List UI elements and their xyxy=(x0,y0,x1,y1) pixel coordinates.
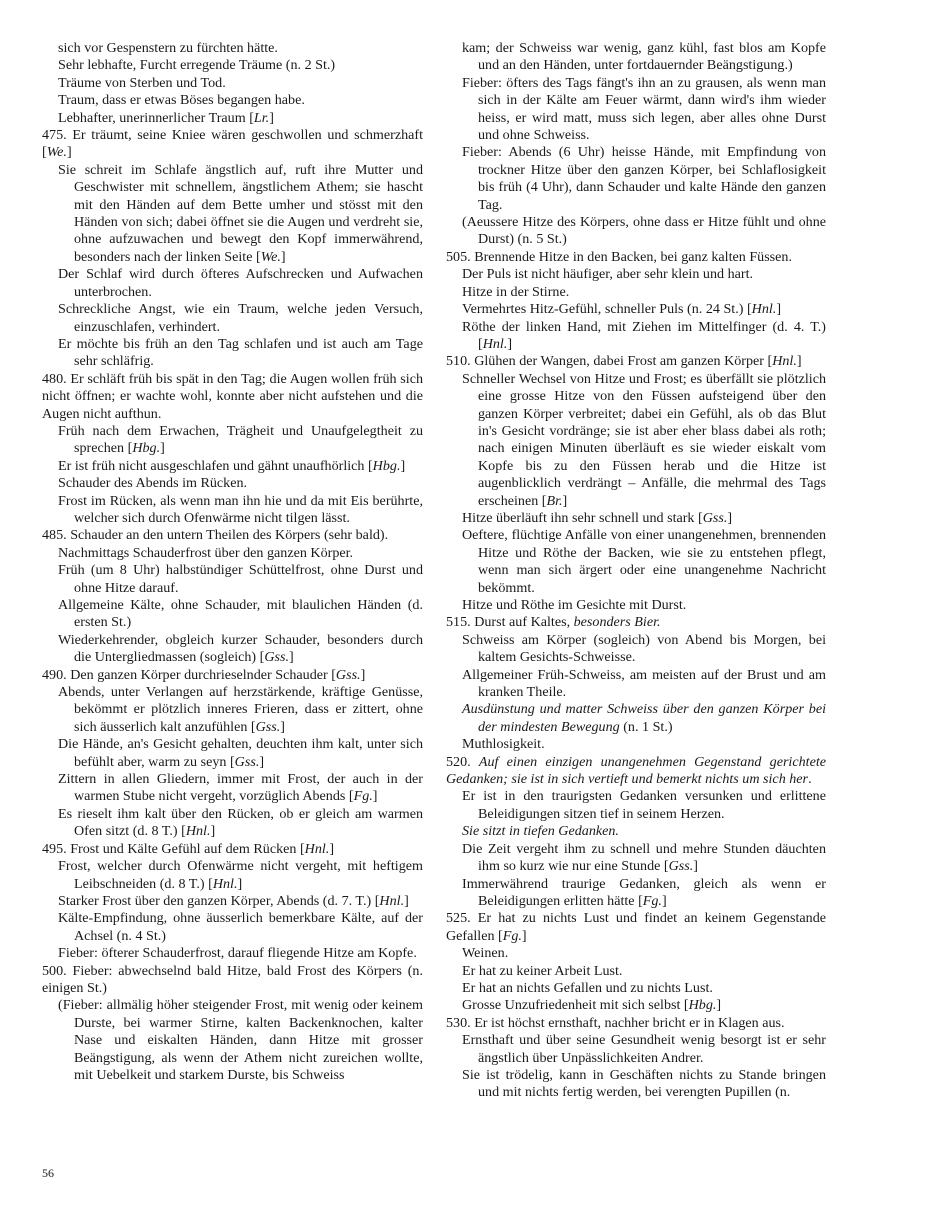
symptom-entry xyxy=(446,701,826,736)
symptom-entry xyxy=(42,997,423,1084)
italic-text: Hnl. xyxy=(212,875,238,892)
entry-text: . xyxy=(808,771,812,788)
entry-text: Frost im Rücken, als wenn man ihn hie und da mit Eis berührte, welcher sich durch Ofenwärme nicht tilgen lässt. xyxy=(58,492,423,526)
symptom-entry xyxy=(42,910,423,945)
entry-number: 480. xyxy=(42,370,67,387)
symptom-entry xyxy=(42,493,423,528)
italic-text: We. xyxy=(260,248,281,265)
entry-text: Schauder des Abends im Rücken. xyxy=(58,475,248,492)
symptom-entry xyxy=(42,336,423,371)
symptom-entry xyxy=(42,266,423,301)
entry-text: ] xyxy=(521,927,527,944)
entry-text: ] xyxy=(280,718,285,735)
italic-text: besonders Bier. xyxy=(573,614,661,631)
entry-text: Er schläft früh bis spät in den Tag; die Augen wollen früh sich nicht öffnen; er wachte wohl, konnte aber nicht aufstehen und die Augen nicht aufthun. xyxy=(42,370,423,422)
symptom-entry xyxy=(42,110,423,127)
numbered-symptom-entry xyxy=(42,841,423,858)
page-number: 56 xyxy=(42,1166,54,1180)
entry-number: 515. xyxy=(446,614,471,631)
entry-text: Sie schreit im Schlafe ängstlich auf, ruft ihre Mutter und Geschwister mit schnellem, ängstlichem Athem; sie hascht mit den Händen auf dem Bette umher und stösst mit den Händen von sich; dabei öffnet sie die Augen und verdreht sie, ohne aufzuwachen und bewegt den Kopf immerwährend, besonders nach der linken Seite [ xyxy=(58,161,423,265)
italic-text: Fg. xyxy=(502,927,522,944)
symptom-entry xyxy=(42,597,423,632)
italic-text: Hnl. xyxy=(772,353,797,370)
italic-text: Hnl. xyxy=(304,840,330,857)
symptom-entry xyxy=(42,301,423,336)
entry-number: 500. xyxy=(42,962,67,979)
entry-text: Lebhafter, unerinnerlicher Traum [ xyxy=(58,109,254,126)
entry-text: Kälte-Empfindung, ohne äusserlich bemerkbare Kälte, auf der Achsel (n. 4 St.) xyxy=(58,910,423,944)
italic-text: Sie sitzt in tiefen Gedanken. xyxy=(462,823,619,840)
symptom-entry xyxy=(42,545,423,562)
entry-text: (n. 1 St.) xyxy=(619,718,673,735)
entry-text: (Aeussere Hitze des Körpers, ohne dass er Hitze fühlt und ohne Durst) (n. 5 St.) xyxy=(462,214,826,248)
symptom-entry xyxy=(42,806,423,841)
symptom-entry xyxy=(42,458,423,475)
italic-text: Hnl. xyxy=(482,335,508,352)
italic-text: Gss. xyxy=(264,649,290,666)
symptom-entry xyxy=(446,667,826,702)
entry-text: Zittern in allen Gliedern, immer mit Frost, der auch in der warmen Stube nicht vergeht, vorzüglich Abends [ xyxy=(58,771,423,805)
entry-text: Er träumt, seine Kniee wären geschwollen und schmerzhaft [ xyxy=(42,127,423,161)
entry-text: Er hat zu keiner Arbeit Lust. xyxy=(462,962,623,979)
numbered-symptom-entry xyxy=(446,353,826,370)
symptom-entry xyxy=(42,162,423,266)
numbered-symptom-entry xyxy=(42,371,423,423)
numbered-symptom-entry xyxy=(42,527,423,544)
symptom-entry xyxy=(42,632,423,667)
italic-text: Gss. xyxy=(335,666,361,683)
entry-text: Traum, dass er etwas Böses begangen habe. xyxy=(58,92,305,109)
entry-text: Weinen. xyxy=(462,945,509,962)
entry-text: ] xyxy=(259,753,265,770)
entry-text: Vermehrtes Hitz-Gefühl, schneller Puls (n. 24 St.) [ xyxy=(462,301,752,318)
entry-text: Frost, welcher durch Ofenwärme nicht vergeht, mit heftigem Leibschneiden (d. 8 T.) [ xyxy=(58,858,423,892)
symptom-entry xyxy=(446,823,826,840)
italic-text: Fg. xyxy=(353,788,373,805)
italic-text: Fg. xyxy=(642,892,662,909)
italic-text: Lr. xyxy=(253,109,270,126)
italic-text: We. xyxy=(46,144,67,161)
italic-text: Gss. xyxy=(255,718,281,735)
italic-text: Ausdünstung und matter Schweiss über den ganzen Körper bei der mindesten Bewegung xyxy=(462,701,826,735)
symptom-entry xyxy=(42,858,423,893)
entry-text: ] xyxy=(776,301,782,318)
symptom-entry xyxy=(446,301,826,318)
italic-text: Hnl. xyxy=(379,892,405,909)
entry-text: Wiederkehrender, obgleich kurzer Schauder, besonders durch die Untergliedmassen (sogleich) [ xyxy=(58,631,423,666)
symptom-entry xyxy=(446,144,826,214)
entry-text: Immerwährend traurige Gedanken, gleich als wenn er Beleidigungen erlitten hätte [ xyxy=(462,875,826,909)
entry-text: ] xyxy=(329,840,335,857)
entry-text: Nachmittags Schauderfrost über den ganzen Körper. xyxy=(58,544,354,561)
entry-text: ] xyxy=(160,440,165,457)
italic-text: Hnl. xyxy=(185,823,211,840)
numbered-symptom-entry xyxy=(446,754,826,789)
entry-text: Es rieselt ihm kalt über den Rücken, ob er gleich am warmen Ofen sitzt (d. 8 T.) [ xyxy=(58,805,423,840)
numbered-symptom-entry xyxy=(446,910,826,945)
symptom-entry xyxy=(446,214,826,249)
symptom-entry xyxy=(446,945,826,962)
symptom-entry xyxy=(42,92,423,109)
entry-text: Grosse Unzufriedenheit mit sich selbst [ xyxy=(462,997,689,1014)
italic-text: Hbg. xyxy=(132,440,161,457)
left-column xyxy=(42,40,423,1084)
italic-text: Auf einen einzigen unangenehmen Gegenstand gerichtete Gedanken; sie ist in sich vertieft und bemerkt nichts um sich her xyxy=(446,753,826,788)
symptom-entry xyxy=(446,510,826,527)
entry-text: ] xyxy=(280,248,286,265)
symptom-entry xyxy=(446,1067,826,1102)
entry-text: Träume von Sterben und Tod. xyxy=(58,74,226,91)
symptom-entry xyxy=(42,562,423,597)
entry-text: Oeftere, flüchtige Anfälle von einer unangenehmen, brennenden Hitze und Röthe der Backen, wie sie zu entstehen pflegt, wenn man sich ärgert oder eine unangenehme Nachricht bekömmt. xyxy=(462,527,826,596)
symptom-entry xyxy=(446,371,826,510)
entry-text: ] xyxy=(716,997,722,1014)
symptom-entry xyxy=(446,997,826,1014)
entry-text: ] xyxy=(661,892,667,909)
entry-text: ] xyxy=(507,335,513,352)
entry-text: Fieber: öfters des Tags fängt's ihn an zu grausen, als wenn man sich in der Kälte am Feuer wärmt, dann wird's ihm wieder heiss, er wird matt, muss sich legen, aber alles ohne Durst und ohne Schweiss. xyxy=(462,74,826,144)
entry-text: Fieber: öfterer Schauderfrost, darauf fliegende Hitze am Kopfe. xyxy=(58,945,417,962)
italic-text: Hbg. xyxy=(688,997,717,1014)
entry-text: (Fieber: allmälig höher steigender Frost, mit wenig oder keinem Durste, bei warmer Stirne, kalten Backenknochen, kalter Nase und eiskalten Händen, dann Hitze mit grosser Beängstigung, als wenn der Athem nicht zureichen wollte, mit Uebelkeit und starkem Durste, bis Schweiss xyxy=(58,997,423,1083)
entry-text: ] xyxy=(237,875,243,892)
entry-text: Durst auf Kaltes, xyxy=(474,614,574,631)
symptom-entry xyxy=(42,75,423,92)
symptom-entry xyxy=(42,771,423,806)
symptom-entry xyxy=(42,57,423,74)
symptom-entry xyxy=(446,319,826,354)
symptom-entry xyxy=(446,597,826,614)
symptom-entry xyxy=(42,423,423,458)
symptom-entry xyxy=(446,980,826,997)
entry-text: Die Hände, an's Gesicht gehalten, deuchten ihm kalt, unter sich befühlt aber, warm zu seyn [ xyxy=(58,736,423,770)
symptom-entry xyxy=(446,40,826,75)
entry-text: Er ist höchst ernsthaft, nachher bricht er in Klagen aus. xyxy=(474,1014,785,1031)
entry-number: 485. xyxy=(42,527,67,544)
entry-text: ] xyxy=(289,649,294,666)
entry-text: Schweiss am Körper (sogleich) von Abend bis Morgen, bei kaltem Gesichts-Schweisse. xyxy=(462,631,826,666)
right-column xyxy=(446,40,826,1102)
entry-text: kam; der Schweiss war wenig, ganz kühl, fast blos am Kopfe und an den Händen, unter fortdauernder Beängstigung.) xyxy=(462,40,826,74)
entry-text: Früh (um 8 Uhr) halbstündiger Schüttelfrost, ohne Durst und ohne Hitze darauf. xyxy=(58,562,423,596)
entry-text: Schreckliche Angst, wie ein Traum, welche jeden Versuch, einzuschlafen, verhindert. xyxy=(58,301,423,335)
entry-number: 510. xyxy=(446,353,471,370)
entry-text: Der Schlaf wird durch öfteres Aufschrecken und Aufwachen unterbrochen. xyxy=(58,266,423,300)
symptom-entry xyxy=(446,266,826,283)
symptom-entry xyxy=(42,736,423,771)
italic-text: Gss. xyxy=(234,753,260,770)
symptom-entry xyxy=(42,893,423,910)
entry-text: Er ist in den traurigsten Gedanken versunken und erlittene Beleidigungen sitzen tief in seinem Herzen. xyxy=(462,788,826,822)
italic-text: Hnl. xyxy=(751,301,777,318)
symptom-entry xyxy=(446,527,826,597)
entry-number: 530. xyxy=(446,1014,471,1031)
entry-text: Fieber: Abends (6 Uhr) heisse Hände, mit Empfindung von trockner Hitze über den ganzen Körper, bei Schlaflosigkeit bis früh (4 Uhr), dann Schauder und kalte Hände den ganzen Tag. xyxy=(462,144,826,213)
italic-text: Hbg. xyxy=(372,457,401,474)
entry-text: Hitze und Röthe im Gesichte mit Durst. xyxy=(462,597,687,613)
entry-text: ] xyxy=(796,353,802,370)
entry-text: Den ganzen Körper durchrieselnder Schauder [ xyxy=(70,666,336,683)
entry-text: Die Zeit vergeht ihm zu schnell und mehre Stunden däuchten ihm so kurz wie nur eine Stunde [ xyxy=(462,840,826,875)
symptom-entry xyxy=(42,945,423,962)
entry-text: Frost und Kälte Gefühl auf dem Rücken [ xyxy=(70,840,305,857)
entry-text: sich vor Gespenstern zu fürchten hätte. xyxy=(58,40,278,56)
entry-text: Er hat zu nichts Lust und findet an keinem Gegenstande Gefallen [ xyxy=(446,910,826,944)
entry-text: Muthlosigkeit. xyxy=(462,736,545,753)
entry-number: 475. xyxy=(42,127,67,144)
entry-text: Schauder an den untern Theilen des Körpers (sehr bald). xyxy=(70,527,389,544)
symptom-entry xyxy=(446,736,826,753)
symptom-entry xyxy=(446,963,826,980)
entry-text: ] xyxy=(210,823,216,840)
entry-number: 520. xyxy=(446,753,471,770)
entry-text: Abends, unter Verlangen auf herzstärkende, kräftige Genüsse, bekömmt er plötzlich inneres Frieren, dass er zittert, ohne sich äusserlich kalt anzufühlen [ xyxy=(58,684,423,735)
italic-text: Br. xyxy=(546,492,563,509)
entry-text: ] xyxy=(269,109,274,126)
symptom-entry xyxy=(446,284,826,301)
entry-text: Hitze überläuft ihn sehr schnell und stark [ xyxy=(462,509,703,526)
symptom-entry xyxy=(42,684,423,736)
entry-text: ] xyxy=(360,666,366,683)
italic-text: Gss. xyxy=(668,858,694,875)
symptom-entry xyxy=(42,40,423,57)
entry-text: Sie ist trödelig, kann in Geschäften nichts zu Stande bringen und mit nichts fertig werden, bei verengten Pupillen (n. xyxy=(462,1066,826,1101)
entry-text: Starker Frost über den ganzen Körper, Abends (d. 7. T.) [ xyxy=(58,892,380,909)
entry-number: 505. xyxy=(446,248,471,265)
entry-text: Allgemeiner Früh-Schweiss, am meisten auf der Brust und am kranken Theile. xyxy=(462,666,826,701)
entry-number: 525. xyxy=(446,910,471,927)
entry-text: Er hat an nichts Gefallen und zu nichts Lust. xyxy=(462,979,713,996)
entry-text: Ernsthaft und über seine Gesundheit wenig besorgt ist er sehr ängstlich über Unpässlichkeiten Andrer. xyxy=(462,1032,826,1066)
entry-number: 495. xyxy=(42,840,67,857)
symptom-entry xyxy=(446,75,826,145)
symptom-entry xyxy=(446,788,826,823)
numbered-symptom-entry xyxy=(446,249,826,266)
numbered-symptom-entry xyxy=(42,667,423,684)
numbered-symptom-entry xyxy=(42,127,423,162)
entry-text: ] xyxy=(693,858,698,875)
entry-text: Sehr lebhafte, Furcht erregende Träume (n. 2 St.) xyxy=(58,57,336,74)
symptom-entry xyxy=(446,1032,826,1067)
entry-text: Früh nach dem Erwachen, Trägheit und Unaufgelegtheit zu sprechen [ xyxy=(58,422,423,457)
numbered-symptom-entry xyxy=(446,614,826,631)
symptom-entry xyxy=(446,632,826,667)
entry-text: ] xyxy=(562,492,568,509)
entry-text: ] xyxy=(372,788,378,805)
numbered-symptom-entry xyxy=(42,963,423,998)
symptom-entry xyxy=(446,841,826,876)
entry-text: Allgemeine Kälte, ohne Schauder, mit blaulichen Händen (d. ersten St.) xyxy=(58,597,423,631)
entry-text: Glühen der Wangen, dabei Frost am ganzen Körper [ xyxy=(474,353,773,370)
italic-text: Gss. xyxy=(702,509,728,526)
entry-number: 490. xyxy=(42,666,67,683)
entry-text: Brennende Hitze in den Backen, bei ganz kalten Füssen. xyxy=(474,248,792,265)
symptom-entry xyxy=(42,475,423,492)
entry-text: Hitze in der Stirne. xyxy=(462,283,570,300)
entry-text: Er möchte bis früh an den Tag schlafen und ist auch am Tage sehr schläfrig. xyxy=(58,335,423,370)
symptom-entry xyxy=(446,876,826,911)
entry-text: ] xyxy=(66,144,72,161)
entry-text: Der Puls ist nicht häufiger, aber sehr klein und hart. xyxy=(462,266,754,283)
entry-text: ] xyxy=(404,892,409,909)
entry-text: Schneller Wechsel von Hitze und Frost; es überfällt sie plötzlich eine grosse Hitze von den Füssen aufsteigend über den ganzen Körper verbreitet; dabei ein Gefühl, als ob das Blut in's Gesicht vordränge; sie ist aber eher blass dabei als roth; nach einigen Minuten überläuft es sie wieder eiskalt vom Kopfe bis zu den Füssen herab und die Hitze ist augenblicklich verdrängt – Anfälle, die mehrmal des Tags erscheinen [ xyxy=(462,370,826,509)
numbered-symptom-entry xyxy=(446,1015,826,1032)
entry-text: ] xyxy=(727,509,733,526)
entry-text: Röthe der linken Hand, mit Ziehen im Mittelfinger (d. 4. T.) [ xyxy=(462,318,826,352)
entry-text: Er ist früh nicht ausgeschlafen und gähnt unaufhörlich [ xyxy=(58,457,373,474)
entry-text: ] xyxy=(400,457,406,474)
entry-text: Fieber: abwechselnd bald Hitze, bald Frost des Körpers (n. einigen St.) xyxy=(42,962,423,996)
